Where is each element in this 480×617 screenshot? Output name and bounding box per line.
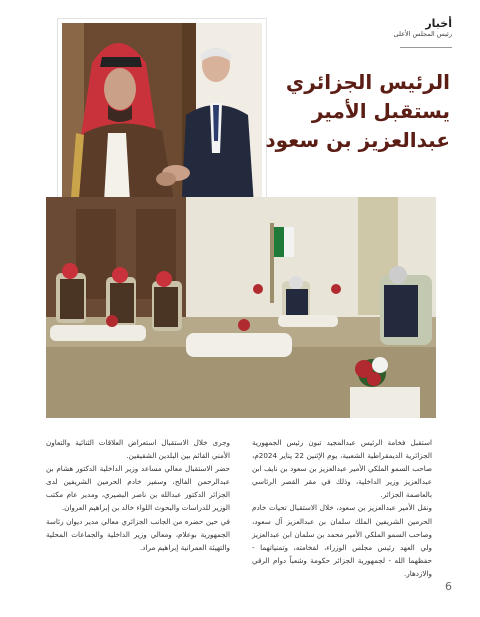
paragraph: حضر الاستقبال معالي مساعد وزير الداخلية الدكتور هشام بن عبدالرحمن الفالح، وسفير خادم الحرمين الشريفين لدى الجزائر الدكتور عبدالله بن ناصر البصيري، ومدير عام مكتب الوزير للدراسات والبحوث اللواء خالد بن إبراهيم العروان. [46,464,230,513]
meeting-illustration [46,197,436,418]
paragraph: ونقل الأمير عبدالعزيز بن سعود، خلال الاستقبال تحيات خادم الحرمين الشريفين الملك سلمان بن عبدالعزيز آل سعود، وصاحب السمو الملكي الأمير محمد بن سلمان ابن عبدالعزيز ولي العهد رئيس مجلس الوزراء، لفخامته، وتمنياتهما - حفظهما الله - لجمهورية الجزائر حكومة وشعباً دوام الرقي والازدهار. [252,503,432,578]
section-subtitle: رئيس المجلس الأعلى [393,30,452,38]
article-column-left [46,436,230,554]
header-divider [400,47,452,48]
section-header [394,18,452,39]
page-number: 6 [445,580,452,593]
paragraph: في حين حضره من الجانب الجزائري معالي مدير ديوان رئاسة الجمهورية بوعلام، ومعالي وزير الداخلية والجماعات المحلية والتهيئة العمرانية إبراهيم مراد. [46,516,230,552]
paragraph: وجرى خلال الاستقبال استعراض العلاقات الثنائية والتعاون الأمني القائم بين البلدين الشقيقين. [46,438,230,461]
article-column-right [252,436,432,580]
meeting-photo [46,197,436,418]
paragraph: استقبل فخامة الرئيس عبدالمجيد تبون رئيس الجمهورية الجزائرية الديمقراطية الشعبية، يوم الإثنين 22 يناير 2024م، صاحب السمو الملكي الأمير عبدالعزيز بن سعود بن نايف ابن عبدالعزيز وزير الداخلية، وذلك في مقر القصر الرئاسي بالعاصمة الجزائر. [252,438,432,500]
article-headline: الرئيس الجزائري يستقبل الأمير عبدالعزيز بن سعود [265,70,450,152]
section-title: أخبار [425,17,452,30]
